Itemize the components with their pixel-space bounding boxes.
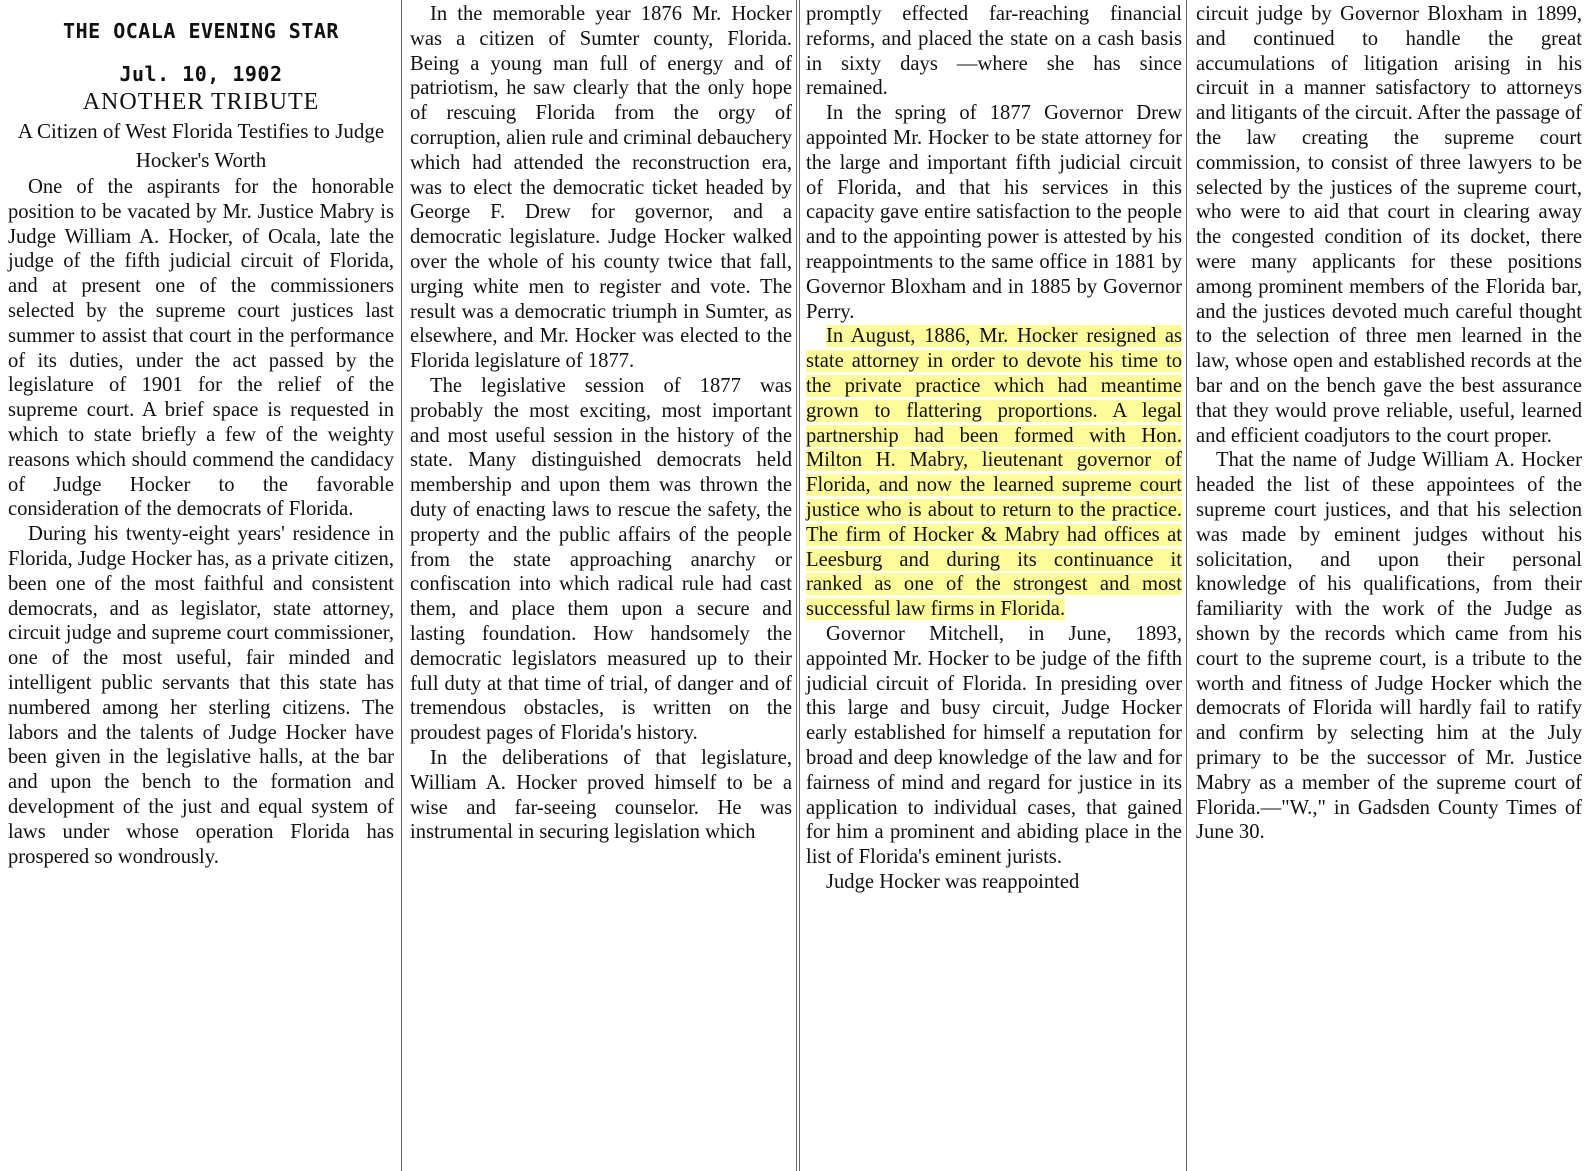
column-4 <box>1190 2 1588 1167</box>
column-2 <box>404 2 798 1167</box>
article-paragraph: Judge Hocker was reappointed <box>826 870 1080 893</box>
article-paragraph: Governor Mitchell, in June, 1893, appointed Mr. Hocker to be judge of the fifth judicial circuit of Florida. In presiding over this large and busy circuit, Judge Hocker early established for himself a reputation for broad and deep knowledge of the law and for fairness of mind and regard for justice in its application to individual cases, that gained for him a prominent and abiding place in the list of Florida's eminent jurists. <box>806 622 1182 869</box>
article-paragraph: In the deliberations of that legislature, William A. Hocker proved himself to be a wise and far-seeing counselor. He was instrumental in securing legislation which <box>410 746 792 844</box>
column-rule <box>401 0 402 1171</box>
article-paragraph: promptly effected far-reaching financial reforms, and placed the state on a cash basis in sixty days —where she has since remained. <box>806 3 1182 100</box>
article-paragraph: In the memorable year 1876 Mr. Hocker was a citizen of Sumter county, Florida. Being a young man full of energy and of patriotism, he saw clearly that the only hope of rescuing Florida from the orgy of corruption, alien rule and criminal debauchery which had attended the reconstruction era, was to elect the democratic ticket headed by George F. Drew for governor, and a democratic legislature. Judge Hocker walked over the whole of his county twice that fall, urging white men to register and vote. The result was a democratic triumph in Sumter, as elsewhere, and Mr. Hocker was elected to the Florida legislature of 1877. <box>410 3 792 373</box>
article-paragraph: During his twenty-eight years' residence in Florida, Judge Hocker has, as a private citizen, been one of the most faithful and consistent democrats, and as legislator, state attorney, circuit judge and supreme court commissioner, one of the most useful, fair minded and intelligent public servants that this state has numbered among her sterling citizens. The labors and the talents of Judge Hocker have been given in the legislative halls, at the bar and upon the bench to the formation and development of the just and equal system of laws under whose operation Florida has prospered so wondrously. <box>8 523 394 868</box>
masthead-date: Jul. 10, 1902 <box>119 62 283 86</box>
highlight-mark: In August, 1886, Mr. Hocker resigned as state attorney in order to devote his time to the private practice which had meantime grown to flattering proportions. A legal partnership had been formed with Hon. Milton H. Mabry, lieutenant governor of Florida, and now the learned supreme court justice who is about to return to the practice. The firm of Hocker & Mabry had offices at Leesburg and during its continuance it ranked as one of the strongest and most successful law firms in Florida. <box>806 325 1182 621</box>
article-paragraph: circuit judge by Governor Bloxham in 1899, and continued to handle the great accumulations of litigation arising in his circuit in a manner satisfactory to attorneys and litigants of the circuit. After the passage of the law creating the supreme court commission, to consist of three lawyers to be selected by the justices of the supreme court, who were to aid that court in clearing away the congested condition of its docket, there were many applicants for these positions among prominent members of the Florida bar, and the justices devoted much careful thought to the selection of three men learned in the law, whose open and established records at the bar and on the bench gave the best assurance that they would prove reliable, useful, learned and efficient coadjutors to the court proper. <box>1196 3 1583 447</box>
column-3 <box>800 2 1188 1167</box>
article-paragraph: In the spring of 1877 Governor Drew appointed Mr. Hocker to be state attorney for the large and important fifth judicial circuit of Florida, and that his services in this capacity gave entire satisfaction to the people and to the appointing power is attested by his reappointments to the same office in 1881 by Governor Bloxham and in 1885 by Governor Perry. <box>806 102 1182 323</box>
highlighted-paragraph <box>806 324 1182 622</box>
article-paragraph: One of the aspirants for the honorable position to be vacated by Mr. Justice Mabry is Judge William A. Hocker, of Ocala, late the judge of the fifth judicial circuit of Florida, and at present one of the commissioners selected by the supreme court justices last summer to assist that court in the performance of its duties, under the act passed by the legislature of 1901 for the relief of the supreme court. A brief space is requested in which to state briefly a few of the weighty reasons which should commend the candidacy of Judge Hocker to the favorable consideration of the democrats of Florida. <box>8 176 394 521</box>
subheadline: A Citizen of West Florida Testifies to Judge Hocker's Worth <box>17 119 385 172</box>
article-paragraph: The legislative session of 1877 was probably the most exciting, most important and most useful session in the history of the state. Many distinguished democrats held membership and upon them was thrown the duty of enacting laws to rescue the safety, the property and the public affairs of the people from the state approaching anarchy or confiscation into which radical rule had cast them, and place them upon a secure and lasting foundation. How handsomely the democratic legislators measured up to their full duty at that time of trial, of danger and of tremendous obstacles, is written on the proudest pages of Florida's history. <box>410 374 792 745</box>
masthead-paper: THE OCALA EVENING STAR <box>63 19 339 43</box>
headline: ANOTHER TRIBUTE <box>82 89 320 115</box>
column-1 <box>2 2 400 1167</box>
article-paragraph: That the name of Judge William A. Hocker headed the list of these appointees of the supreme court justices, and that his selection was made by eminent judges without his solicitation, and upon their personal knowledge of his qualifications, from their familiarity with the work of the Judge as shown by the records which came from his court to the supreme court, is a tribute to the worth and fitness of Judge Hocker which the democrats of Florida will hardly fail to ratify and confirm by selecting him at the July primary to be the successor of Mr. Justice Mabry as a member of the supreme court of Florida.—"W.," in Gadsden County Times of June 30. <box>1196 449 1582 844</box>
